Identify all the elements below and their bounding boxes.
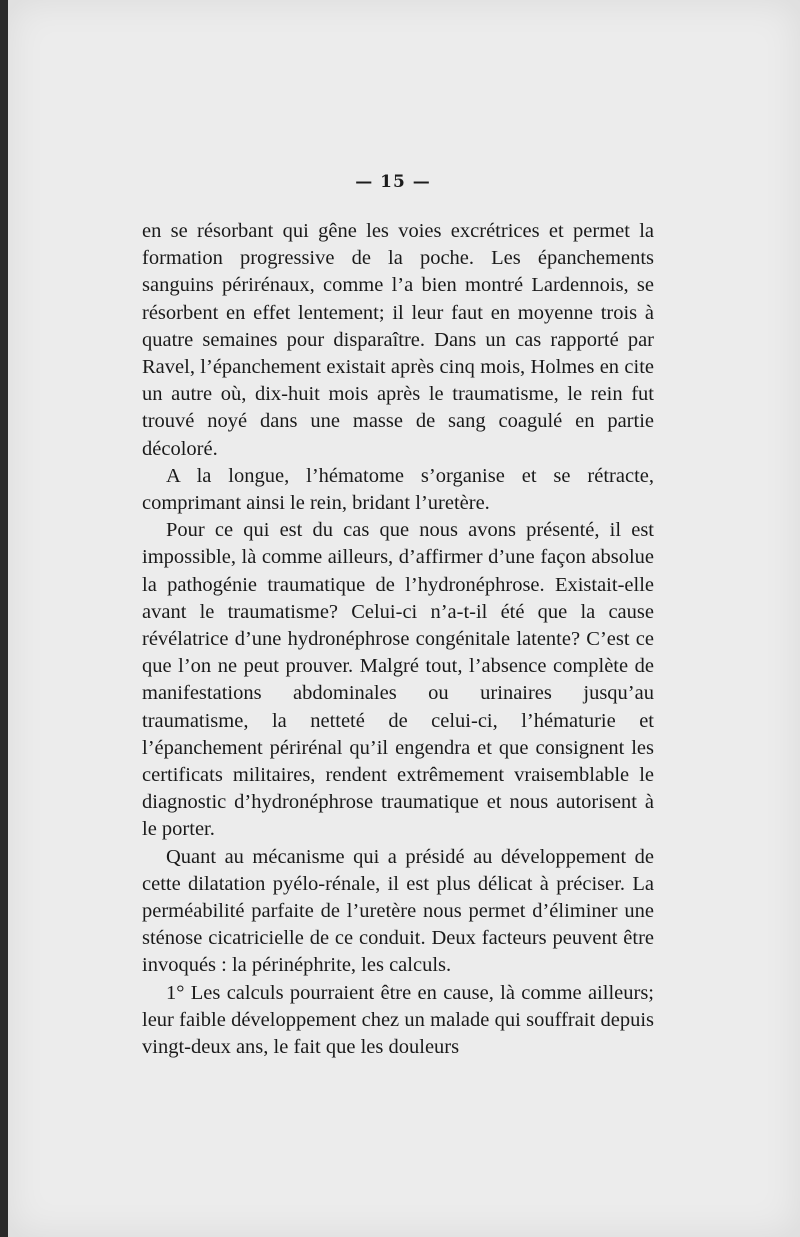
page-number: — 15 — [355, 172, 431, 192]
paragraph-1: en se résorbant qui gêne les voies excrétrices et permet la formation progressive de la poche. Les épanchements sanguins périrénaux, comme l’a bien montré Lardennois, se résorbent en effet lentement; il leur faut en moyenne trois à quatre semaines pour disparaître. Dans un cas rapporté par Ravel, l’épanchement existait après cinq mois, Holmes en cite un autre où, dix-huit mois après le traumatisme, le rein fut trouvé noyé dans une masse de sang coagulé en partie décoloré. [142, 220, 654, 460]
paragraph-4: Quant au mécanisme qui a présidé au développement de cette dilatation pyélo-rénale, il est plus délicat à préciser. La perméabilité parfaite de l’uretère nous permet d’éliminer une sténose cicatricielle de ce conduit. Deux facteurs peuvent être invoqués : la périnéphrite, les calculs. [142, 845, 654, 977]
paragraph-2: A la longue, l’hématome s’organise et se rétracte, comprimant ainsi le rein, bridant l’uretère. [142, 464, 654, 515]
book-page [8, 0, 800, 1237]
body-text [142, 218, 654, 1061]
paragraph-5: 1° Les calculs pourraient être en cause, là comme ailleurs; leur faible développement chez un malade qui souffrait depuis vingt-deux ans, le fait que les douleurs [142, 981, 654, 1059]
paragraph-3: Pour ce qui est du cas que nous avons présenté, il est impossible, là comme ailleurs, d’affirmer d’une façon absolue la pathogénie traumatique de l’hydronéphrose. Existait-elle avant le traumatisme? Celui-ci n’a-t-il été que la cause révélatrice d’une hydronéphrose congénitale latente? C’est ce que l’on ne peut prouver. Malgré tout, l’absence complète de manifestations abdominales ou urinaires jusqu’au traumatisme, la netteté de celui-ci, l’hématurie et l’épanchement périrénal qu’il engendra et que consignent les certificats militaires, rendent extrêmement vraisemblable le diagnostic d’hydronéphrose traumatique et nous autorisent à le porter. [142, 519, 654, 841]
